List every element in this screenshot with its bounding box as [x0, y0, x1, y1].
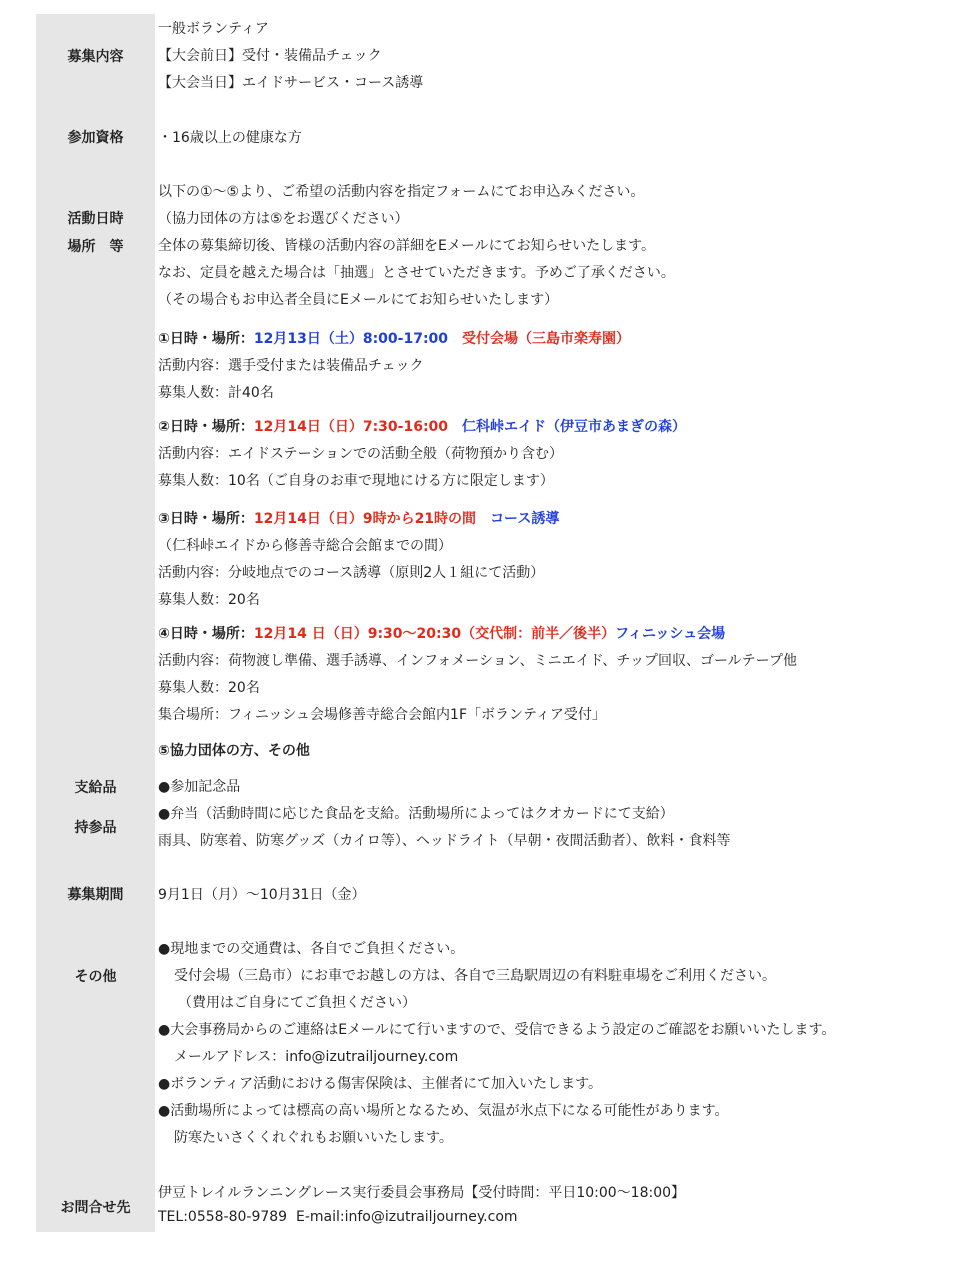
label-place-etc: 場所 等 [67, 239, 124, 255]
slot-place: 受付会場（三島市楽寿園） [462, 331, 631, 347]
intro-line: 全体の募集締切後、皆様の活動内容の詳細をEメールにてお知らせいたします。 [158, 238, 656, 254]
slot-place: フィニッシュ会場 [615, 626, 726, 642]
slot-date: 12月14日（日）7:30-16:00 [253, 419, 449, 435]
slot-date: 12月14 日（日）9:30～20:30（交代制：前半／後半） [253, 626, 616, 642]
label-recruit-content: 募集内容 [67, 49, 124, 65]
intro-line: なお、定員を越えた場合は「抽選」とさせていただきます。予めご了承ください。 [158, 265, 675, 281]
slot-5-heading: ⑤協力団体の方、その他 [158, 743, 310, 759]
supplies-line: ●弁当（活動時間に応じた食品を支給。活動場所によってはクオカードにて支給） [158, 806, 674, 822]
recruit-line: 【大会前日】受付・装備品チェック [158, 48, 382, 64]
slot-place: 仁科峠エイド（伊豆市あまぎの森） [462, 419, 687, 435]
slot-activity: 活動内容：荷物渡し準備、選手誘導、インフォメーション、ミニエイド、チップ回収、ゴールテープ他 [158, 653, 797, 669]
period-text: 9月1日（月）～10月31日（金） [158, 887, 366, 903]
other-line: ●活動場所によっては標高の高い場所となるため、気温が氷点下になる可能性があります。 [158, 1103, 729, 1119]
intro-line: （協力団体の方は⑤をお選びください） [158, 211, 409, 227]
label-bring: 持参品 [74, 820, 117, 836]
slot-date: 12月14日（日）9時から21時の間 [253, 511, 477, 527]
slot-4-heading [158, 623, 725, 643]
label-column [36, 14, 155, 1232]
recruit-line: 一般ボランティア [158, 21, 269, 37]
slot-3-heading [158, 508, 559, 528]
slot-count: 募集人数：20名 [158, 680, 260, 696]
slot-place: コース誘導 [490, 511, 560, 527]
supplies-line: ●参加記念品 [158, 779, 241, 795]
other-line: 防寒たいさくくれぐれもお願いいたします。 [174, 1130, 453, 1146]
label-supplied: 支給品 [74, 780, 117, 796]
slot-date: 12月13日（土）8:00-17:00 [253, 331, 449, 347]
slot-count: 募集人数：20名 [158, 592, 260, 608]
qualification-text: ・16歳以上の健康な方 [158, 130, 302, 146]
bring-line: 雨具、防寒着、防寒グッズ（カイロ等）、ヘッドライト（早朝・夜間活動者）、飲料・食料等 [158, 833, 731, 849]
slot-activity: 活動内容：分岐地点でのコース誘導（原則2人１組にて活動） [158, 565, 545, 581]
other-line: ●大会事務局からのご連絡はEメールにて行いますので、受信できるよう設定のご確認をお願いいたします。 [158, 1022, 836, 1038]
other-line: ●現地までの交通費は、各自でご負担ください。 [158, 941, 465, 957]
slot-1-heading [158, 328, 630, 348]
intro-line: 以下の①～⑤より、ご希望の活動内容を指定フォームにてお申込みください。 [158, 184, 645, 200]
slot-head: ④日時・場所： [158, 626, 254, 642]
label-contact: お問合せ先 [60, 1200, 131, 1216]
slot-meeting: 集合場所：フィニッシュ会場修善寺総合会館内1F「ボランティア受付」 [158, 707, 606, 723]
slot-sub: （仁科峠エイドから修善寺総合会館までの間） [158, 538, 452, 554]
slot-head: ③日時・場所： [158, 511, 254, 527]
slot-head: ②日時・場所： [158, 419, 254, 435]
recruit-line: 【大会当日】エイドサービス・コース誘導 [158, 75, 424, 91]
label-activity-datetime: 活動日時 [67, 211, 124, 227]
other-line: （費用はご自身にてご負担ください） [178, 995, 416, 1011]
label-period: 募集期間 [67, 887, 124, 903]
slot-2-heading [158, 416, 686, 436]
other-email: メールアドレス：info@izutrailjourney.com [174, 1049, 459, 1065]
contact-info: TEL:0558-80-9789 E-mail:info@izutrailjourney.com [158, 1209, 518, 1225]
intro-line: （その場合もお申込者全員にEメールにてお知らせいたします） [158, 292, 559, 308]
slot-activity: 活動内容：エイドステーションでの活動全般（荷物預かり含む） [158, 446, 564, 462]
slot-count: 募集人数：10名（ご自身のお車で現地にける方に限定します） [158, 473, 554, 489]
slot-head: ①日時・場所： [158, 331, 254, 347]
other-line: 受付会場（三島市）にお車でお越しの方は、各自で三島駅周辺の有料駐車場をご利用ください。 [174, 968, 776, 984]
label-other: その他 [74, 969, 117, 985]
slot-activity: 活動内容：選手受付または装備品チェック [158, 358, 424, 374]
label-qualification: 参加資格 [67, 130, 124, 146]
other-line: ●ボランティア活動における傷害保険は、主催者にて加入いたします。 [158, 1076, 602, 1092]
contact-line: 伊豆トレイルランニングレース実行委員会事務局【受付時間：平日10:00～18:00】 [158, 1185, 686, 1201]
slot-count: 募集人数：計40名 [158, 385, 274, 401]
